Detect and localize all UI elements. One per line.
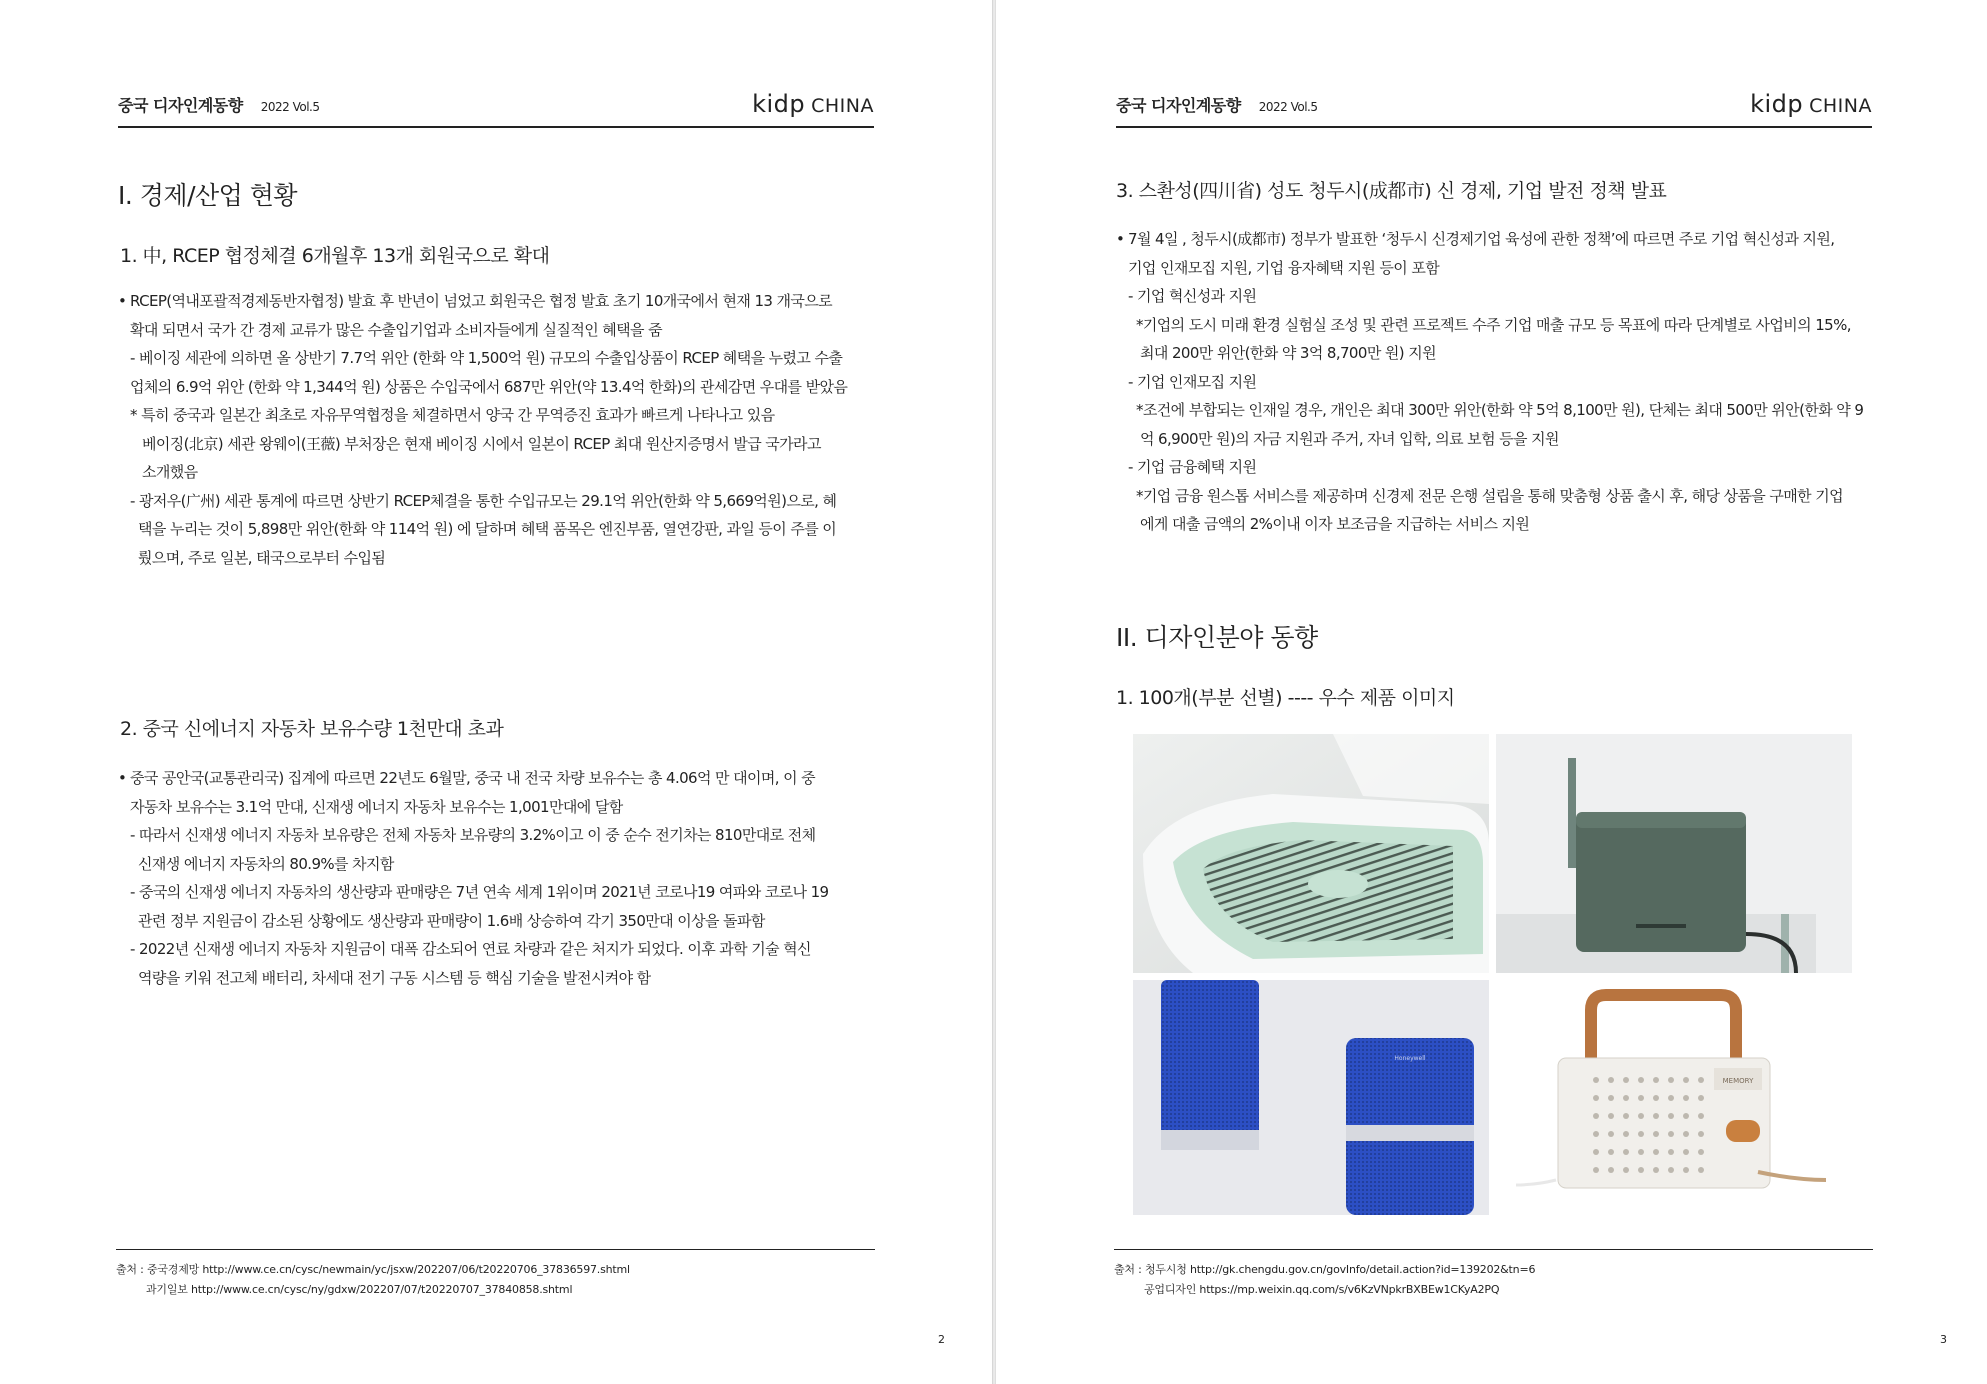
footnote-line: 과기일보 http://www.ce.cn/cysc/ny/gdxw/202207/07/t20220707_37840858.shtml [146, 1283, 573, 1296]
text-line: 뤘으며, 주로 일본, 태국으로부터 수입됨 [138, 548, 386, 567]
text-line: • 중국 공안국(교통관리국) 집계에 따르면 22년도 6월말, 중국 내 전국 차량 보유수는 총 4.06억 만 대이며, 이 중 [118, 764, 828, 793]
product-image-retro-radio [1496, 980, 1852, 1215]
text-line: • RCEP(역내포괄적경제동반자협정) 발효 후 반년이 넘었고 회원국은 협정 발효 초기 10개국에서 현재 13 개국으로 [118, 287, 847, 316]
left-page [0, 0, 992, 1384]
header-title: 중국 디자인계동향 2022 Vol.5 [118, 96, 320, 115]
text-line: 최대 200만 위안(한화 약 3억 8,700만 원) 지원 [1140, 344, 1436, 362]
section-title-design: II. 디자인분야 동향 [1116, 623, 1318, 652]
text-line: - 따라서 신재생 에너지 자동차 보유량은 전체 자동차 보유량의 3.2%이고 이 중 순수 전기차는 810만대로 전체 [130, 826, 816, 844]
text-line: - 기업 금융혜택 지원 [1128, 458, 1257, 476]
text-line: 신재생 에너지 자동차의 80.9%를 차지함 [138, 854, 394, 873]
footnote-divider [1114, 1249, 1873, 1250]
subsection-title-products: 1. 100개(부분 선별) ---- 우수 제품 이미지 [1116, 687, 1455, 709]
header-volume: 2022 Vol.5 [260, 100, 320, 114]
text-line: 에게 대출 금액의 2%이내 이자 보조금을 지급하는 서비스 지원 [1140, 515, 1530, 533]
product-image-air-purifier-mat [1133, 734, 1489, 973]
radio-label: MEMORY [1722, 1077, 1754, 1085]
text-line: 관련 정부 지원금이 감소된 상황에도 생산량과 판매량이 1.6배 상승하여 각기 350만대 이상을 돌파함 [138, 911, 765, 930]
text-line: *조건에 부합되는 인재일 경우, 개인은 최대 300만 위안(한화 약 5억 8,100만 원), 단체는 최대 500만 위안(한화 약 9 [1136, 401, 1864, 419]
page-number: 3 [1940, 1333, 1947, 1346]
text-line: 베이징(北京) 세관 왕웨이(王薇) 부처장은 현재 베이징 시에서 일본이 RCEP 최대 원산지증명서 발급 국가라고 [142, 434, 821, 453]
header-title: 중국 디자인계동향 2022 Vol.5 [1116, 96, 1318, 115]
text-line: - 중국의 신재생 에너지 자동차의 생산량과 판매량은 7년 연속 세계 1위이며 2021년 코로나19 여파와 코로나 19 [130, 883, 829, 901]
product-image-green-speaker [1496, 734, 1852, 973]
subsection-title-rcep: 1. 中, RCEP 협정체결 6개월후 13개 회원국으로 확대 [120, 245, 550, 267]
text-line: 기업 인재모집 지원, 기업 융자혜택 지원 등이 포함 [1128, 258, 1440, 277]
chengdu-paragraph [1116, 225, 1863, 539]
text-line: 확대 되면서 국가 간 경제 교류가 많은 수출입기업과 소비자들에게 실질적인 혜택을 줌 [130, 320, 663, 339]
section-title-economy: I. 경제/산업 현황 [118, 181, 298, 210]
header-volume: 2022 Vol.5 [1258, 100, 1318, 114]
page-number: 2 [938, 1333, 945, 1346]
right-page [996, 0, 1987, 1384]
text-line: 업체의 6.9억 위안 (한화 약 1,344억 원) 상품은 수입국에서 687만 위안(약 13.4억 한화)의 관세감면 우대를 받았음 [130, 377, 848, 396]
text-line: 소개했음 [142, 463, 198, 481]
kidp-china-logo: kidp CHINA [752, 90, 874, 118]
product-brand-label: Honeywell [1394, 1055, 1426, 1062]
footnote-line: 출처 : 청두시청 http://gk.chengdu.gov.cn/govInfo/detail.action?id=139202&tn=6 [1114, 1263, 1536, 1276]
footnote-line: 공업디자인 https://mp.weixin.qq.com/s/v6KzVNpkrBXBEw1CKyA2PQ [1144, 1283, 1500, 1296]
text-line: *기업의 도시 미래 환경 실험실 조성 및 관련 프로젝트 수주 기업 매출 규모 등 목표에 따라 단계별로 사업비의 15%, [1136, 315, 1851, 334]
rcep-paragraph [118, 287, 847, 572]
text-line: *기업 금융 원스톱 서비스를 제공하며 신경제 전문 은행 설립을 통해 맞춤형 상품 출시 후, 해당 상품을 구매한 기업 [1136, 486, 1843, 505]
text-line: 자동차 보유수는 3.1억 만대, 신재생 에너지 자동차 보유수는 1,001만대에 달함 [130, 797, 623, 816]
text-line: - 2022년 신재생 에너지 자동차 지원금이 대폭 감소되어 연료 차량과 같은 처지가 되었다. 이후 과학 기술 혁신 [130, 940, 811, 958]
text-line: 역량을 키워 전고체 배터리, 차세대 전기 구동 시스템 등 핵심 기술을 발전시켜야 함 [138, 968, 651, 987]
text-line: - 광저우(广州) 세관 통계에 따르면 상반기 RCEP체결을 통한 수입규모는 29.1억 위안(한화 약 5,669억원)으로, 혜 [130, 491, 837, 510]
footnote-sources [116, 1260, 630, 1300]
page-header [118, 90, 874, 128]
subsection-title-nev: 2. 중국 신에너지 자동차 보유수량 1천만대 초과 [120, 718, 504, 740]
nev-paragraph [118, 764, 828, 992]
kidp-china-logo: kidp CHINA [1750, 90, 1872, 118]
text-line: • 7월 4일 , 청두시(成都市) 정부가 발표한 ‘청두시 신경제기업 육성에 관한 정책’에 따르면 주로 기업 혁신성과 지원, [1116, 225, 1863, 254]
text-line: - 베이징 세관에 의하면 올 상반기 7.7억 위안 (한화 약 1,500억 원) 규모의 수출입상품이 RCEP 혜택을 누렸고 수출 [130, 349, 843, 367]
text-line: 억 6,900만 원)의 자금 지원과 주거, 자녀 입학, 의료 보험 등을 지원 [1140, 429, 1559, 448]
footnote-sources [1114, 1260, 1535, 1300]
text-line: 택을 누리는 것이 5,898만 위안(한화 약 114억 원) 에 달하며 혜택 품목은 엔진부품, 열연강판, 과일 등이 주를 이 [138, 520, 837, 538]
footnote-divider [116, 1249, 875, 1250]
text-line: - 기업 혁신성과 지원 [1128, 287, 1257, 305]
page-header [1116, 90, 1872, 128]
text-line: - 기업 인재모집 지원 [1128, 372, 1257, 391]
text-line: * 특히 중국과 일본간 최초로 자유무역협정을 체결하면서 양국 간 무역증진 효과가 빠르게 나타나고 있음 [130, 406, 775, 424]
product-image-blue-purifier [1133, 980, 1489, 1215]
subsection-title-chengdu: 3. 스촨성(四川省) 성도 청두시(成都市) 신 경제, 기업 발전 정책 발표 [1116, 180, 1667, 202]
footnote-line: 출처 : 중국경제망 http://www.ce.cn/cysc/newmain/yc/jsxw/202207/06/t20220706_37836597.shtml [116, 1263, 630, 1276]
